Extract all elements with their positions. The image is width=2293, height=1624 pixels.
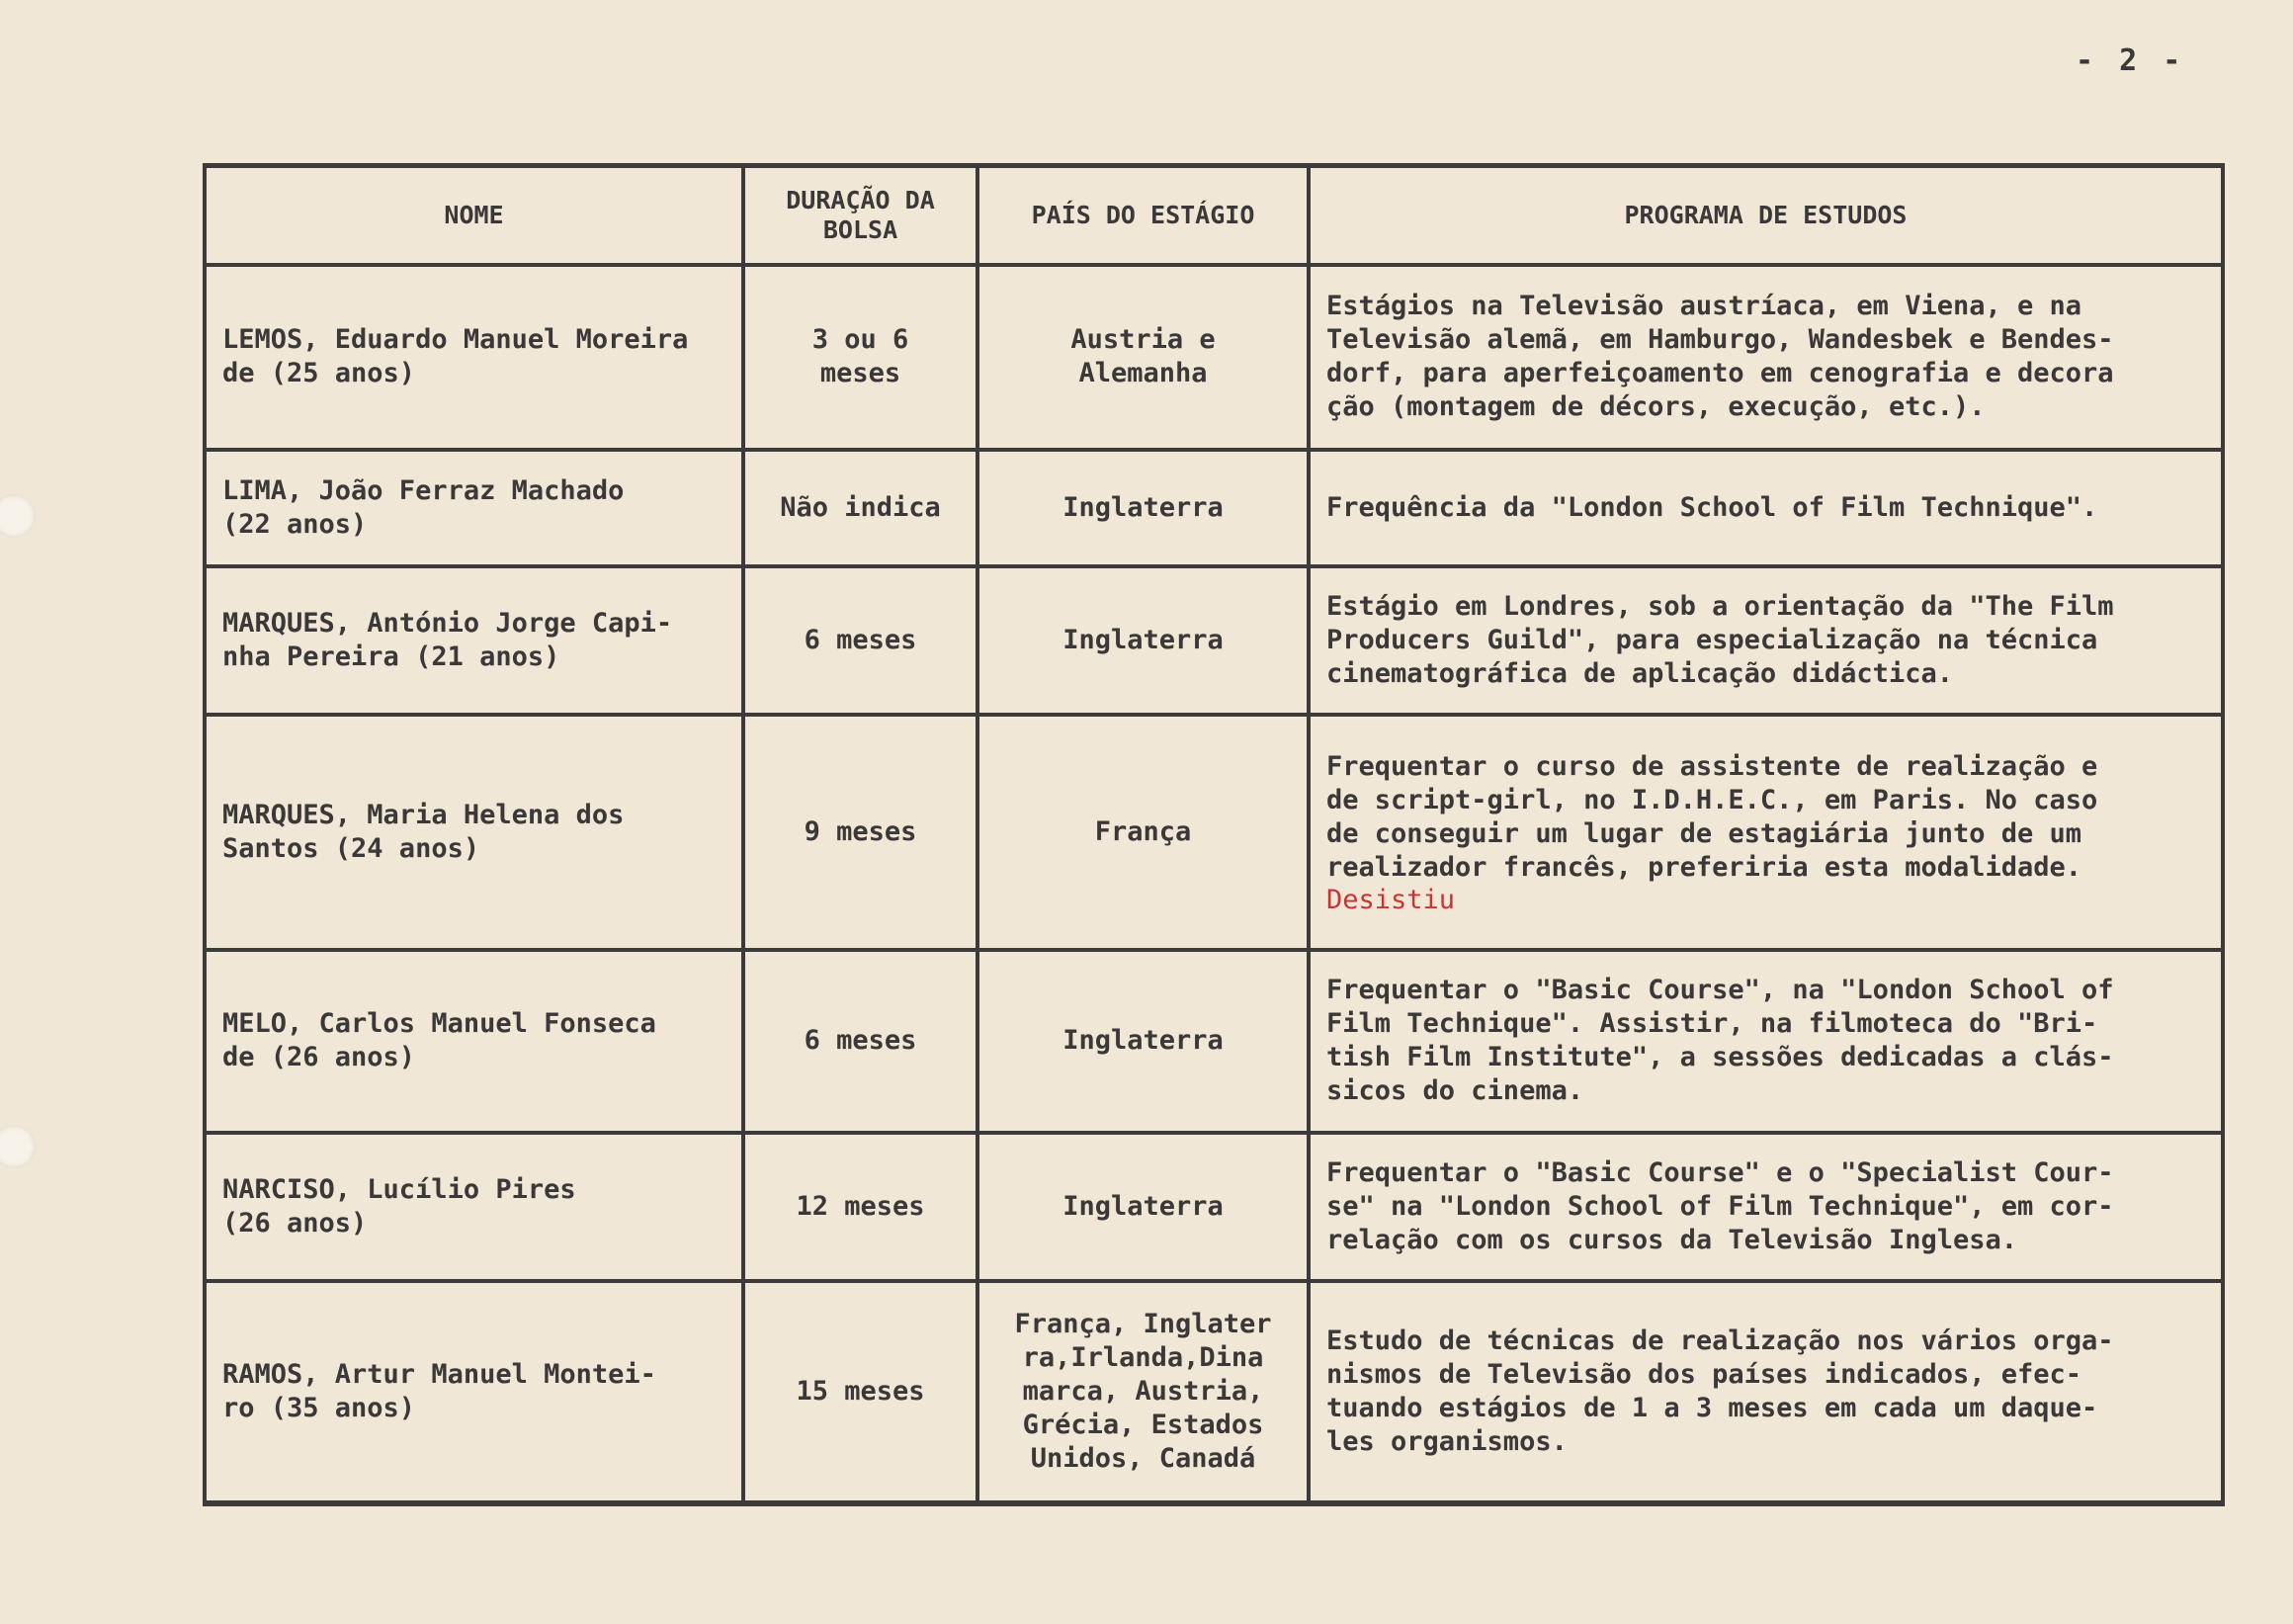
table-row: [205, 1133, 2223, 1281]
cell-nome: MELO, Carlos Manuel Fonseca de (26 anos): [205, 950, 743, 1133]
cell-nome: LEMOS, Eduardo Manuel Moreira de (25 anos): [205, 265, 743, 450]
cell-duracao: 15 meses: [743, 1281, 977, 1503]
cell-duracao: Não indica: [743, 450, 977, 566]
table-row: [205, 715, 2223, 950]
table-row: [205, 450, 2223, 566]
handwritten-note-desistiu: Desistiu: [1326, 884, 1456, 915]
page-number: - 2 -: [2076, 43, 2185, 78]
cell-programa: Frequência da "London School of Film Technique".: [1309, 450, 2223, 566]
cell-nome: RAMOS, Artur Manuel Montei- ro (35 anos): [205, 1281, 743, 1503]
cell-duracao: 12 meses: [743, 1133, 977, 1281]
cell-pais: Inglaterra: [977, 950, 1309, 1133]
cell-nome: LIMA, João Ferraz Machado (22 anos): [205, 450, 743, 566]
cell-duracao: 6 meses: [743, 950, 977, 1133]
header-nome: NOME: [205, 166, 743, 265]
header-duracao: DURAÇÃO DA BOLSA: [743, 166, 977, 265]
table-row: [205, 566, 2223, 715]
cell-programa: Frequentar o "Basic Course", na "London School of Film Technique". Assistir, na filmoteca do "Bri- tish Film Institute", a sessões dedicadas a clás- sicos do cinema.: [1309, 950, 2223, 1133]
cell-pais: Austria e Alemanha: [977, 265, 1309, 450]
cell-pais: Inglaterra: [977, 1133, 1309, 1281]
cell-pais: Inglaterra: [977, 450, 1309, 566]
cell-nome: MARQUES, Maria Helena dos Santos (24 anos): [205, 715, 743, 950]
punch-hole-lower: [0, 1125, 36, 1168]
cell-nome: NARCISO, Lucílio Pires (26 anos): [205, 1133, 743, 1281]
header-pais: PAÍS DO ESTÁGIO: [977, 166, 1309, 265]
table-row: [205, 265, 2223, 450]
cell-nome: MARQUES, António Jorge Capi- nha Pereira (21 anos): [205, 566, 743, 715]
cell-programa-container: [1309, 715, 2223, 950]
cell-pais: Inglaterra: [977, 566, 1309, 715]
cell-programa: Estágios na Televisão austríaca, em Viena, e na Televisão alemã, em Hamburgo, Wandesbek e Bendes- dorf, para aperfeiçoamento em cenografia e decora ção (montagem de décors, execução, etc.).: [1309, 265, 2223, 450]
scholarship-table: [203, 163, 2225, 1506]
cell-duracao: 6 meses: [743, 566, 977, 715]
cell-programa: Frequentar o curso de assistente de realização e de script-girl, no I.D.H.E.C., em Paris. No caso de conseguir um lugar de estagiária junto de um realizador francês, preferiria esta modalidade.: [1326, 750, 2098, 883]
cell-duracao: 3 ou 6 meses: [743, 265, 977, 450]
table-header-row: [205, 166, 2223, 265]
punch-hole-upper: [0, 494, 36, 538]
cell-pais: França, Inglater ra,Irlanda,Dina marca, Austria, Grécia, Estados Unidos, Canadá: [977, 1281, 1309, 1503]
cell-programa: Estudo de técnicas de realização nos vários orga- nismos de Televisão dos países indicados, efec- tuando estágios de 1 a 3 meses em cada um daque- les organismos.: [1309, 1281, 2223, 1503]
cell-pais: França: [977, 715, 1309, 950]
header-programa: PROGRAMA DE ESTUDOS: [1309, 166, 2223, 265]
cell-programa: Estágio em Londres, sob a orientação da "The Film Producers Guild", para especialização na técnica cinematográfica de aplicação didáctica.: [1309, 566, 2223, 715]
cell-duracao: 9 meses: [743, 715, 977, 950]
table-row: [205, 1281, 2223, 1503]
cell-programa: Frequentar o "Basic Course" e o "Specialist Cour- se" na "London School of Film Technique", em cor- relação com os cursos da Televisão Inglesa.: [1309, 1133, 2223, 1281]
table-row: [205, 950, 2223, 1133]
